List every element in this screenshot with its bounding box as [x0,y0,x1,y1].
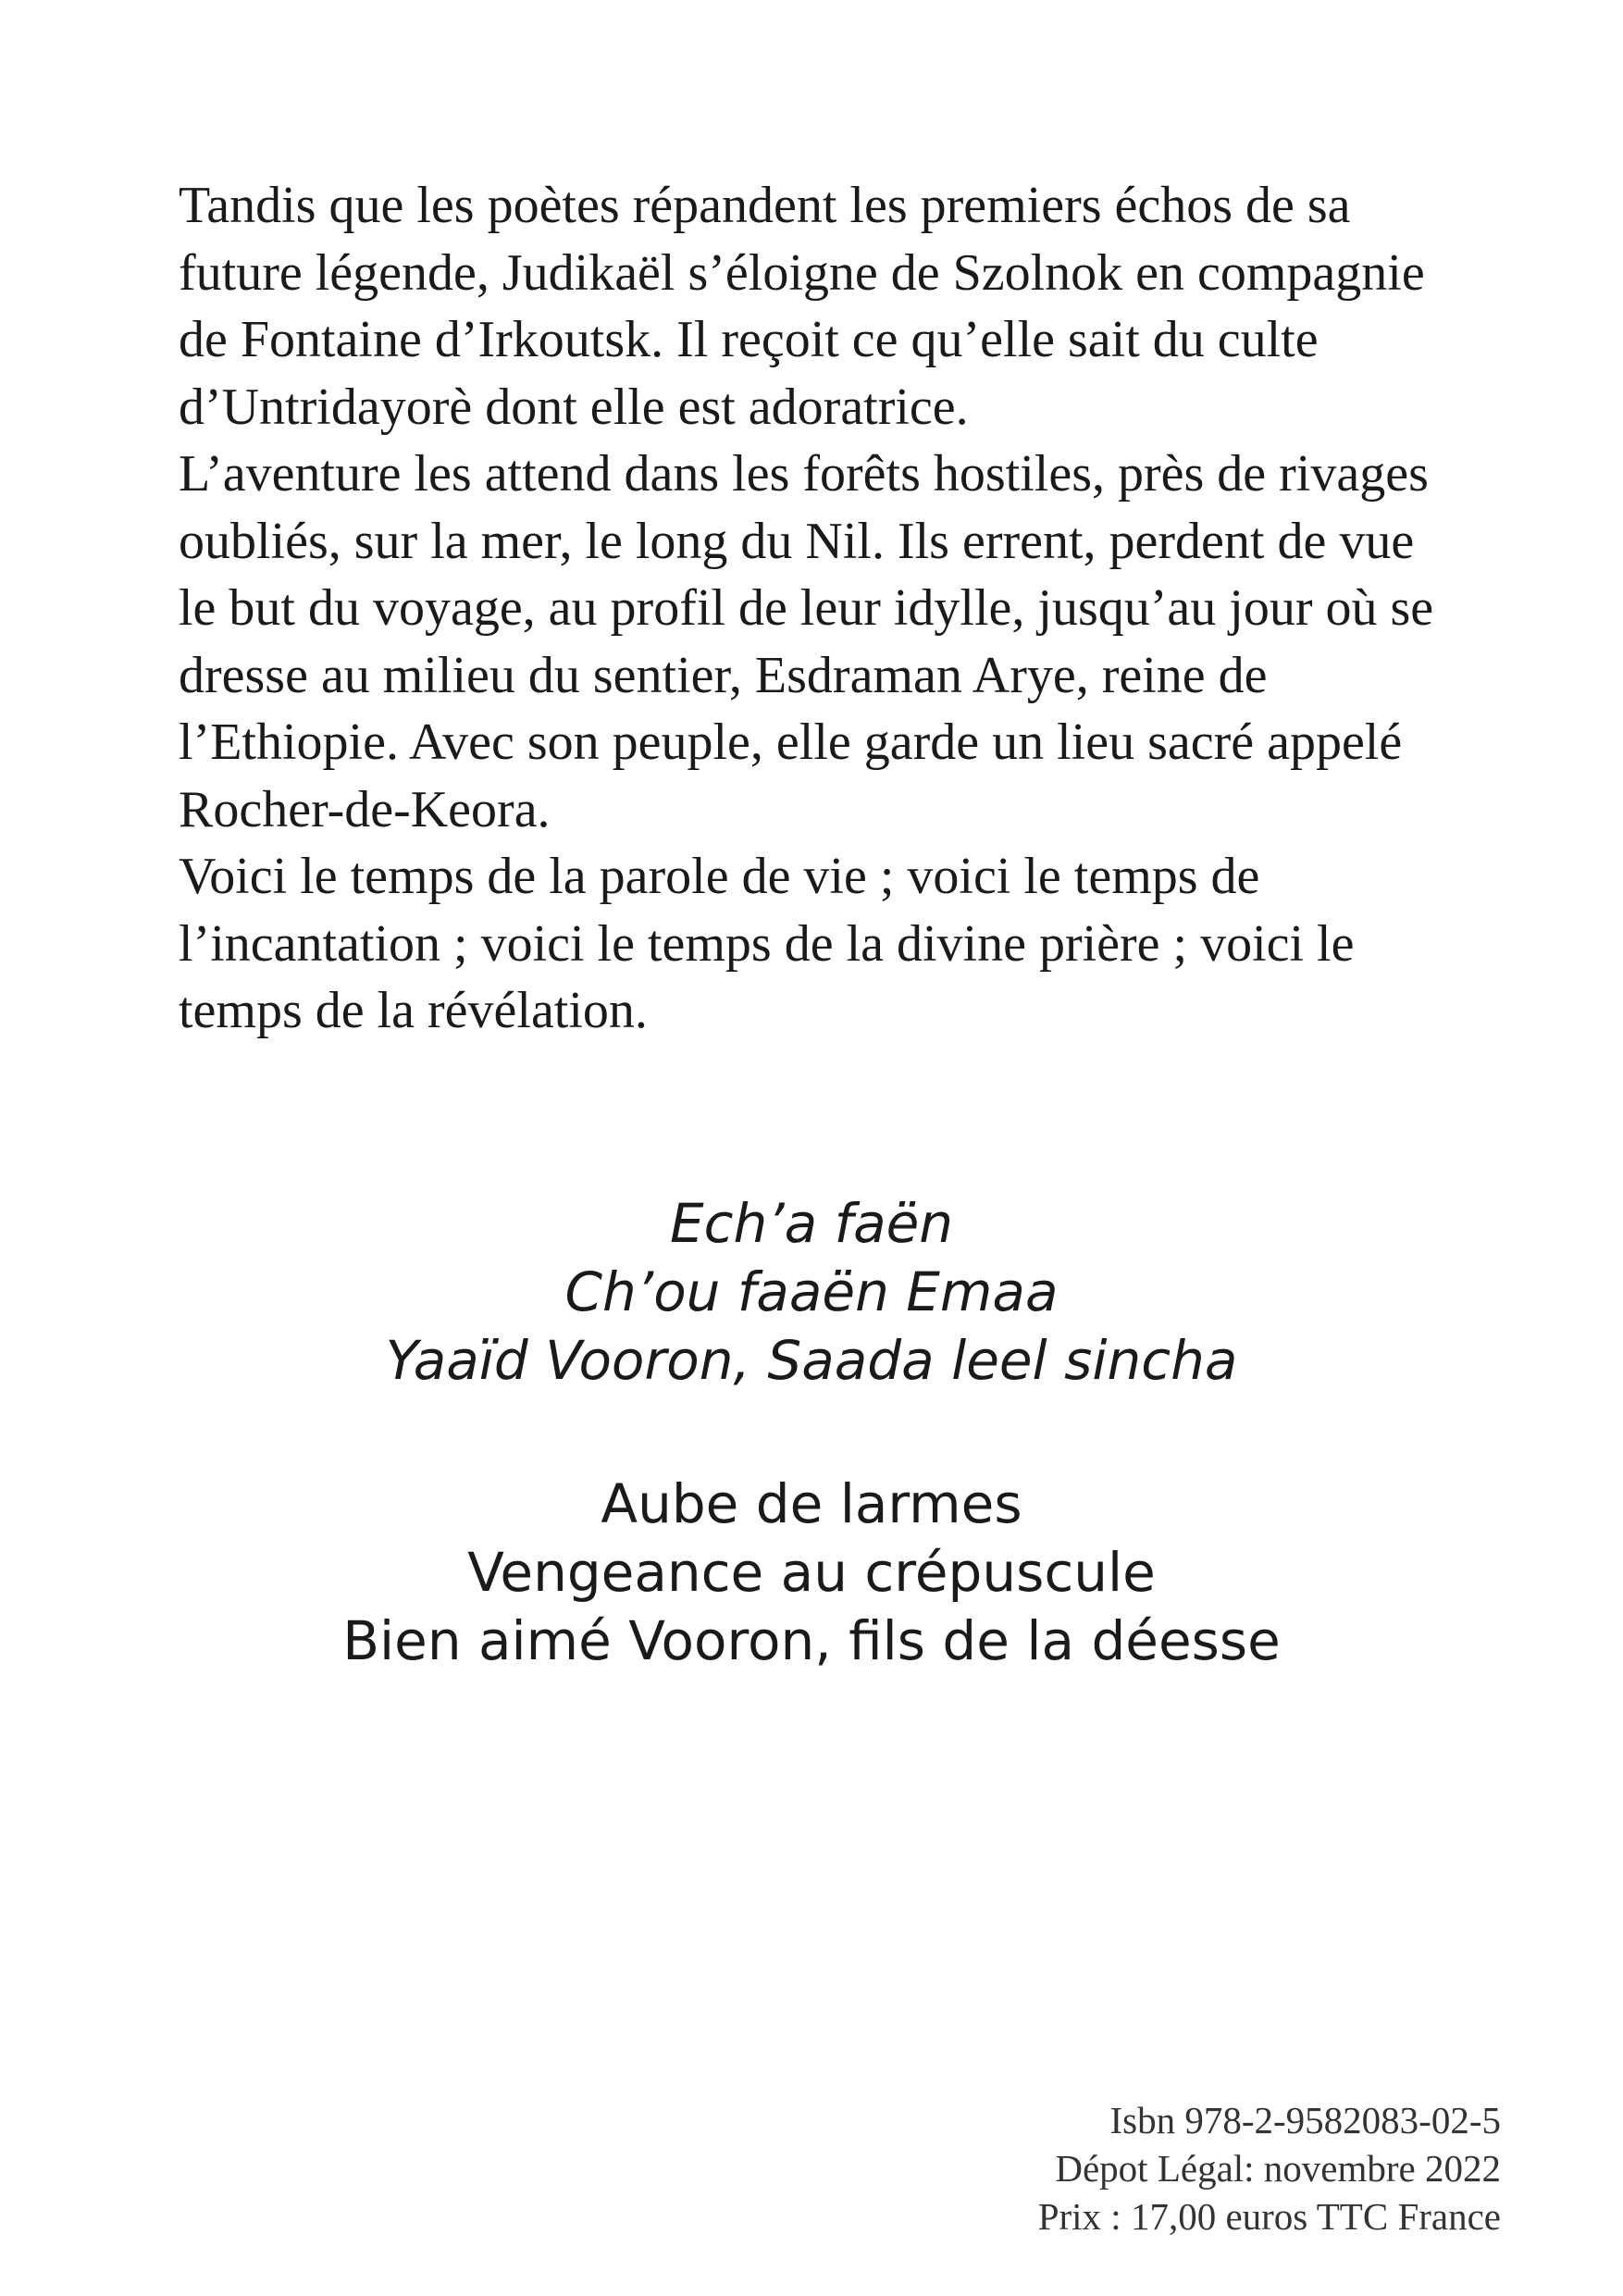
summary-line: future légende, Judikaël s’éloigne de Szolnok en compagnie [179,243,1425,302]
summary-text [179,172,1530,1045]
poem-original-stanza [0,1189,1623,1395]
poem-verse: Bien aimé Vooron, fils de la déesse [342,1609,1281,1672]
isbn-text: Isbn 978-2-9582083-02-5 [1109,2099,1501,2141]
price-text: Prix : 17,00 euros TTC France [1037,2195,1501,2238]
summary-line: Rocher-de-Keora. [179,780,551,838]
summary-line: dresse au milieu du sentier, Esdraman Arye, reine de [179,646,1268,704]
poem-translation-stanza [0,1470,1623,1675]
summary-line: l’Ethiopie. Avec son peuple, elle garde un lieu sacré appelé [179,714,1403,771]
summary-line: le but du voyage, au profil de leur idylle, jusqu’au jour où se [179,579,1434,637]
summary-line: l’incantation ; voici le temps de la divine prière ; voici le [179,914,1355,973]
summary-line: temps de la révélation. [179,982,648,1039]
summary-line: Tandis que les poètes répandent les premiers échos de sa [179,177,1351,234]
colophon [1038,2096,1501,2240]
summary-line: de Fontaine d’Irkoutsk. Il reçoit ce qu’elle sait du culte [179,311,1319,368]
depot-legal-text: Dépot Légal: novembre 2022 [1055,2147,1501,2190]
summary-line: Voici le temps de la parole de vie ; voici le temps de [179,848,1260,905]
summary-line: oubliés, sur la mer, le long du Nil. Ils errent, perdent de vue [179,512,1415,570]
poem-verse: Ch’ou faaën Emaa [564,1260,1059,1323]
poem-verse: Ech’a faën [669,1192,954,1255]
poem-verse: Aube de larmes [601,1472,1022,1535]
poem-verse: Vengeance au crépuscule [467,1541,1156,1604]
summary-line: d’Untridayorè dont elle est adoratrice. [179,378,969,436]
poem-verse: Yaaïd Vooron, Saada leel sincha [385,1329,1238,1392]
summary-line: L’aventure les attend dans les forêts hostiles, près de rivages [179,445,1429,503]
